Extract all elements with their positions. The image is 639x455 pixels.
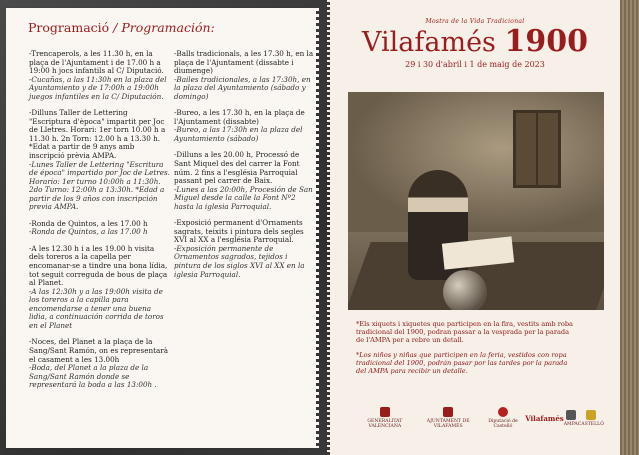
ajuntament-logo — [416, 407, 481, 429]
event-text-va: -Ronda de Quintos, a les 17.00 h — [29, 218, 148, 228]
program-column-left — [29, 50, 170, 398]
event-block — [29, 50, 170, 101]
event-text-va: -Balls tradicionals, a les 17.30 h, en la plaça de l'Ajuntament (dissabte i diumenge) — [174, 49, 314, 76]
event-block — [174, 50, 315, 101]
note-text-es: *Los niños y niñas que participen en la feria, vestidos con ropa tradicional del 1900, podrán pasar por las tardes por la parada del AMPA para recibir un detalle. — [356, 351, 568, 375]
event-text-es: -Boda, del Planet a la plaza de la Sang/Sant Ramón donde se representará la boda a las 13:00h . — [29, 363, 157, 390]
event-block — [29, 109, 170, 212]
ampa-logo-mark — [566, 410, 576, 420]
castello-logo — [578, 410, 604, 427]
ajuntament-logo-text: AJUNTAMENT DE VILAFAMÉS — [426, 419, 470, 429]
castello-logo-mark — [586, 410, 596, 420]
program-title-es: Programación: — [121, 20, 215, 35]
event-block — [29, 338, 170, 389]
generalitat-logo — [354, 407, 416, 429]
vilafames-logo: Vilafamés — [525, 413, 564, 423]
event-text-es: -Lunes a las 20:00h, Procesión de San Miguel desde la calle la Font Nº2 hasta la iglesia Parroquial. — [174, 184, 313, 211]
event-text-va: -Bureo, a les 17.30 h, en la plaça de l'Ajuntament (dissabte) — [174, 108, 305, 126]
diputacio-logo — [481, 407, 525, 429]
cover-title-year: 1900 — [504, 24, 588, 59]
cover-title-town: Vilafamés — [361, 27, 496, 58]
event-text-va: -Dilluns a les 20.00 h, Processó de Sant Miquel des del carrer la Font núm. 2 fins a l'església Parroquial passant pel carrer de Baix. — [174, 150, 300, 186]
event-text-es: -Bailes tradicionales, a las 17:30h, en la plaza del Ayuntamiento (sábado y domingo) — [174, 74, 311, 101]
cover-title — [330, 24, 620, 59]
event-dates: 29 i 30 d'abril i 1 de maig de 2023 — [405, 60, 545, 69]
event-text-va: -Trencaperols, a les 11.30 h, en la plaça de l'Ajuntament i de 17.00 h a 19:00 h jocs infantils al C/ Diputació. — [29, 49, 164, 76]
ampa-logo-text: AMPA — [563, 421, 578, 427]
event-block — [174, 109, 315, 143]
generalitat-logo-mark — [380, 407, 390, 417]
event-text-va: -A les 12.30 h i a les 19.00 h visita dels toreros a la capella per encomanar-se a tindre una bona lídia, tot seguit correguda de bous de plaça al Planet. — [29, 243, 168, 288]
event-text-va: -Dilluns Taller de Lettering "Escriptura d'època" impartit per Joc de Lletres. Horari: 1er torn 10.00 h a 11.30 h. 2n Torn: 12.00 h a 13.30 h. *Edat a partir de 9 anys amb inscripció prèvia AMPA. — [29, 108, 166, 161]
cover-header — [330, 18, 620, 69]
sponsor-logos — [354, 404, 604, 432]
ampa-logo — [564, 410, 578, 427]
event-text-va: -Noces, del Planet a la plaça de la Sang/Sant Ramón, on es representarà el casament a les 13.00h — [29, 337, 168, 364]
vintage-photo — [348, 92, 604, 310]
diputacio-logo-text: Diputació de Castelló — [488, 419, 518, 429]
cover-panel — [330, 0, 620, 455]
event-text-va: -Exposició permanent d'Ornaments sagrats, teixits i pintura dels segles XVI al XX a l'església Parroquial. — [174, 218, 304, 245]
program-panel — [6, 8, 316, 448]
program-title-va: Programació — [28, 20, 110, 35]
event-text-es: -Lunes Taller de Lettering "Escritura de época" impartido por Joc de Letres. Horario: 1er turno 10:00h a 11:30h. 2do Turno: 12:00h a 13:30h. *Edad a partir de los 9 años con inscripción previa AMPA. — [29, 159, 170, 212]
photo-window-shutter — [513, 110, 561, 188]
diputacio-logo-mark — [498, 407, 508, 417]
children-note — [356, 320, 576, 382]
cover-subtitle: Mostra de la Vida Tradicional — [425, 18, 525, 25]
event-text-es: -A las 12:30h y a las 19:00h visita de los toreros a la capilla para encomendarse a tener una buena lidia, a continuación corrida de toros en el Planet — [29, 286, 164, 330]
event-block — [29, 245, 170, 330]
castello-logo-text: CASTELLÓ — [577, 421, 604, 427]
event-block — [29, 220, 170, 237]
program-column-right — [174, 50, 315, 287]
program-title — [28, 20, 215, 35]
photo-wall — [348, 92, 604, 232]
event-text-es: -Cucañas, a las 11:30h en la plaza del Ayuntamiento y de 17:00h a 19:00h juegos infantiles en la C/ Diputación. — [29, 74, 167, 101]
program-title-separator: / — [109, 20, 122, 35]
event-text-es: -Bureo, a las 17:30h en la plaza del Ayuntamiento (sábado) — [174, 125, 303, 143]
photo-oil-lamp — [443, 270, 487, 310]
event-block — [174, 151, 315, 211]
event-block — [174, 219, 315, 279]
burlap-texture — [620, 0, 639, 455]
generalitat-logo-text: GENERALITAT VALENCIANA — [367, 419, 403, 429]
note-text-va: *Els xiquets i xiquetes que participen en la fira, vestits amb roba tradicional del 1900, podran passar a la vesprada per la parada de l'AMPA per a rebre un detall. — [356, 320, 573, 344]
ajuntament-logo-mark — [443, 407, 453, 417]
event-text-es: -Exposición permanente de Ornamentos sagrados, tejidos i pintura de los siglos XVI al XX en la iglesia Parroquial. — [174, 243, 305, 279]
event-text-es: -Ronda de Quintos, a las 17.00 h — [29, 227, 148, 237]
